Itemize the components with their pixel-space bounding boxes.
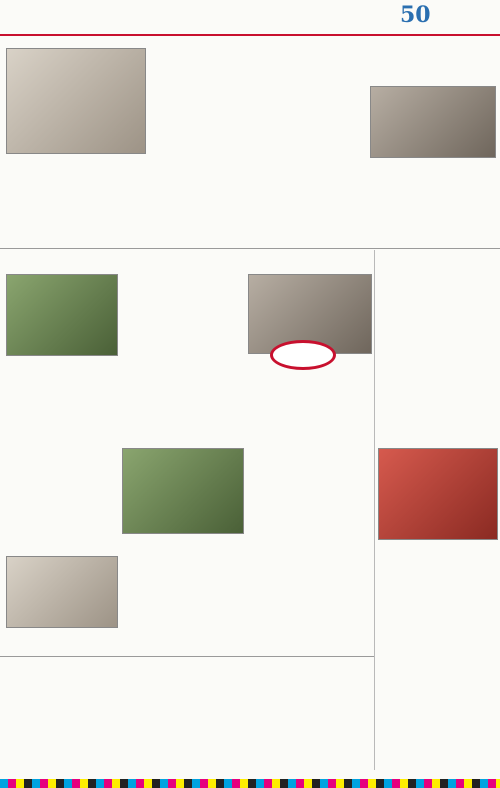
lead-body-col2: [150, 86, 254, 246]
photo-7: [6, 556, 118, 628]
body-9: [122, 554, 242, 650]
headline-3: [378, 254, 496, 268]
body-6: [6, 456, 116, 536]
headline-4: [378, 430, 496, 444]
print-registration-strip: [0, 779, 500, 788]
masthead: [0, 0, 500, 36]
headline-9: [122, 538, 242, 551]
body-8: [248, 448, 370, 532]
body-3: [378, 272, 496, 422]
headline-8: [122, 430, 370, 444]
section-divider: [0, 248, 500, 249]
body-5: [6, 374, 116, 434]
lead-photo: [6, 48, 146, 154]
anniversary-logo: 50: [400, 2, 431, 28]
headline-2: [100, 254, 370, 270]
lead-body: [6, 156, 144, 246]
lead-photo-2: [370, 86, 496, 158]
lead-headline: [150, 52, 494, 80]
headline-11: [6, 662, 370, 678]
callout-badge: [270, 340, 336, 370]
body-10: [248, 554, 370, 650]
photo-2: [6, 274, 118, 356]
lead-body-col4: [370, 160, 494, 246]
lead-body-col3: [260, 86, 364, 246]
body-11: [6, 682, 370, 774]
column-rule: [374, 250, 375, 770]
body-4: [378, 542, 496, 770]
body-2: [122, 274, 240, 424]
photo-4: [378, 448, 498, 540]
headline-7: [6, 540, 116, 553]
bottom-divider: [0, 656, 374, 657]
headline-5: [6, 358, 116, 371]
headline-10: [248, 538, 370, 551]
photo-8: [122, 448, 244, 534]
headline-6: [6, 440, 116, 453]
